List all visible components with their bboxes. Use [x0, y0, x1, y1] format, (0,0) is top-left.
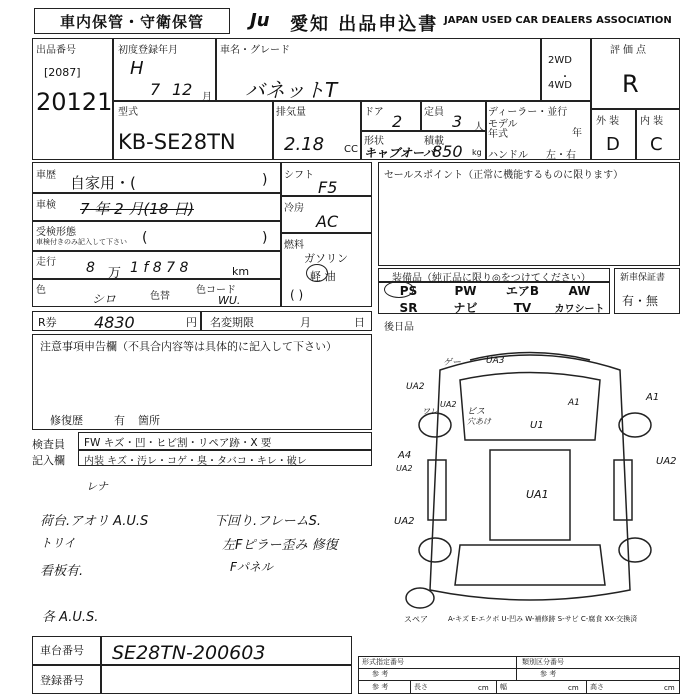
fuel-gas: ガソリン [304, 252, 348, 265]
mileage-man: 8 [86, 260, 95, 276]
next-day-label: 後日品 [384, 322, 414, 333]
receive-value: ( [142, 230, 148, 246]
ac-label: 冷房 [284, 203, 304, 214]
diag-label-4: A1 [568, 398, 580, 408]
diag-label-5: U1 [530, 420, 544, 431]
remark-2: 荷台.アオリ A.U.S [40, 514, 149, 529]
inspection-label: 車検 [36, 200, 56, 211]
height-label: 高さ [590, 683, 604, 691]
rating-label: 評価点 [610, 45, 649, 56]
drive-2wd: 2WD [548, 55, 572, 66]
inspection-value: 7 年 2 月(18 日) [80, 200, 194, 218]
diag-label-1: UA3 [486, 356, 505, 366]
ref-label-2: 参 考 [540, 670, 557, 678]
rear-panel [455, 545, 605, 585]
height-unit: cm [664, 684, 675, 692]
interior-label: 内 装 [640, 116, 664, 127]
repair-place: 箇所 [138, 414, 160, 427]
load-value: 850 [432, 142, 463, 161]
exterior-label: 外 装 [596, 116, 620, 127]
load-unit: kg [472, 148, 482, 157]
color-value: シロ [92, 292, 117, 306]
shape-label: 形状 [364, 136, 384, 147]
equip-aw: AW [568, 283, 591, 298]
load-label: 積載 [424, 136, 444, 147]
lot-label: 出品番号 [36, 45, 76, 56]
type-label: 型式 [118, 107, 138, 118]
diag-label-12: UA1 [526, 488, 549, 501]
mileage-label: 走行 [36, 257, 56, 268]
equipment-label: 装備品（純正品に限り◎をつけてください） [392, 273, 591, 284]
displacement-label: 排気量 [276, 107, 306, 118]
repair-value: 有 [114, 414, 125, 427]
color-label: 色 [36, 285, 46, 296]
remark-6: 左Fピラー歪み 修復 [222, 538, 338, 553]
chassis-label: 車台番号 [40, 644, 84, 657]
damage-legend: A-キズ E-エクボ U-凹み W-補修跡 S-サビ C-腐食 XX-交換済 [448, 615, 638, 623]
model-year-label: モデル年式 [488, 119, 518, 140]
warranty-value: 有・無 [622, 294, 659, 308]
handle-label: ハンドル [488, 150, 528, 161]
shift-label: シフト [284, 170, 314, 181]
shift-value: F5 [318, 178, 338, 197]
drive-dot: ・ [560, 72, 570, 83]
remark-4: 看板有. [40, 564, 84, 579]
r-ticket-unit: 円 [186, 316, 197, 329]
diag-label-6: ビス [467, 407, 486, 417]
history-value: 自家用・( [70, 174, 136, 192]
first-reg-label: 初度登録年月 [118, 45, 178, 56]
capacity-value: 3 [452, 112, 463, 131]
color-change-label: 色替 [150, 291, 170, 302]
side-left [428, 460, 446, 520]
shape-value: キャブオーバ [364, 146, 436, 160]
ref-label-1: 参 考 [372, 670, 389, 678]
mileage-rest: 1 f 8 7 8 [130, 260, 189, 276]
model-label: 車名・グレード [220, 45, 290, 56]
diag-label-3: A1 [646, 392, 660, 403]
wheel-rr [619, 538, 651, 562]
diag-label-13: UA2 [394, 516, 415, 527]
remark-5: 下回り.フレームS. [214, 514, 321, 529]
width-label: 幅 [500, 683, 507, 691]
interior-grade: C [650, 134, 663, 155]
equip-sr: SR [399, 300, 418, 315]
type-value: KB-SE28TN [118, 130, 236, 154]
remark-3: トリイ [40, 536, 76, 550]
inspector-interior-line: 内装 キズ・汚レ・コゲ・臭・タバコ・キレ・破レ [84, 456, 307, 467]
first-reg-month-unit: 月 [202, 92, 212, 103]
diag-label-7: 穴あけ [467, 417, 491, 426]
first-reg-year: 7 [150, 80, 161, 99]
spare-tire [406, 588, 434, 608]
fuel-paren: ( ) [290, 288, 304, 302]
dims-block [358, 656, 680, 694]
brand-title: 愛知 出品申込書 [290, 14, 439, 35]
width-unit: cm [568, 684, 579, 692]
repair-label: 修復歴 [50, 414, 83, 427]
color-code-label: 色コード [196, 285, 236, 296]
diag-label-2: UA2 [406, 382, 425, 392]
handle-value: 左・右 [546, 150, 576, 161]
side-right [614, 460, 632, 520]
lot-number: 20121 [36, 88, 113, 116]
lot-sub: [2087] [44, 66, 81, 79]
inspector-fw-line: FW キズ・凹・ヒビ割・リペア跡・X 要 [84, 437, 272, 449]
diag-label-8: UA2 [440, 400, 457, 409]
r-ticket-label: R券 [38, 316, 57, 329]
r-ticket-row [32, 311, 372, 331]
fuel-oil: 軽 油 [310, 270, 336, 283]
ref-label-3: 参 考 [372, 683, 389, 691]
displacement-unit: CC [344, 144, 358, 155]
equip-leather: カワシート [554, 304, 605, 315]
remark-1: レナ [86, 480, 108, 493]
warranty-label: 新車保証書 [620, 273, 666, 283]
mileage-man-unit: 万 [108, 266, 122, 281]
ps-circle [384, 281, 414, 298]
ac-value: AC [316, 212, 339, 231]
diag-label-0: ゲー [443, 358, 462, 368]
first-reg-era: H [130, 58, 144, 79]
wheel-rl [419, 538, 451, 562]
fuel-circle [306, 264, 328, 282]
equip-airbag: エアB [505, 284, 540, 298]
inspector-label-2: 記入欄 [32, 454, 65, 467]
fuel-label: 燃料 [284, 240, 304, 251]
equip-navi: ナビ [453, 301, 478, 315]
ju-logo: Ju [250, 10, 270, 31]
form-title: 車内保管・守衛保管 [34, 8, 230, 34]
remark-7: Fパネル [230, 560, 273, 574]
mileage-unit: km [232, 265, 250, 278]
remark-8: 各 A.U.S. [42, 610, 99, 625]
diag-label-10: UA2 [396, 464, 413, 473]
notes-label: 注意事項申告欄（不具合内容等は具体的に記入して下さい） [40, 340, 337, 353]
exterior-grade: D [606, 134, 620, 155]
doors-value: 2 [392, 112, 403, 131]
association-name: JAPAN USED CAR DEALERS ASSOCIATION [444, 15, 672, 26]
type-number-label: 形式指定番号 [362, 658, 404, 666]
chassis-value: SE28TN-200603 [112, 642, 266, 664]
color-code: WU. [218, 294, 241, 307]
diag-label-9: A4 [398, 450, 412, 461]
class-number-label: 類別区分番号 [522, 658, 564, 666]
registration-label: 登録番号 [40, 674, 84, 687]
equipment-grid [380, 282, 608, 315]
diag-label-11: UA2 [656, 456, 677, 467]
sales-point-label: セールスポイント（正常に機能するものに限ります） [384, 170, 624, 181]
equip-tv: TV [513, 300, 532, 315]
length-unit: cm [478, 684, 489, 692]
capacity-label: 定員 [424, 107, 444, 118]
receive-sub: 車検付きのみ記入して下さい [36, 238, 127, 246]
rating-value: R [622, 70, 639, 98]
history-label: 車歴 [36, 170, 56, 181]
receive-close: ) [262, 230, 268, 246]
model-value: バネットT [245, 78, 338, 102]
capacity-unit: 人 [474, 122, 484, 133]
equip-pw: PW [454, 283, 477, 298]
car-diagram [380, 330, 680, 620]
name-change-month: 月 [300, 316, 311, 329]
spare-label: スペア [404, 615, 428, 624]
displacement-value: 2.18 [284, 134, 325, 155]
body-outline [430, 355, 630, 600]
r-ticket-value: 4830 [94, 313, 135, 332]
length-label: 長さ [414, 683, 428, 691]
equip-ps: PS [399, 283, 418, 298]
history-close: ) [262, 172, 268, 188]
name-change-label: 名変期限 [210, 316, 254, 329]
diag-label-14: ワレ [422, 407, 438, 416]
name-change-day: 日 [354, 316, 365, 329]
model-year-unit: 年 [572, 128, 582, 139]
doors-label: ドア [364, 107, 384, 118]
wheel-fr [619, 413, 651, 437]
first-reg-month: 12 [172, 80, 193, 99]
inspector-label-1: 検査員 [32, 438, 65, 451]
dealer-label: ディーラー・並行 [488, 107, 568, 118]
receive-label: 受検形態 [36, 227, 76, 238]
drive-4wd: 4WD [548, 80, 572, 91]
